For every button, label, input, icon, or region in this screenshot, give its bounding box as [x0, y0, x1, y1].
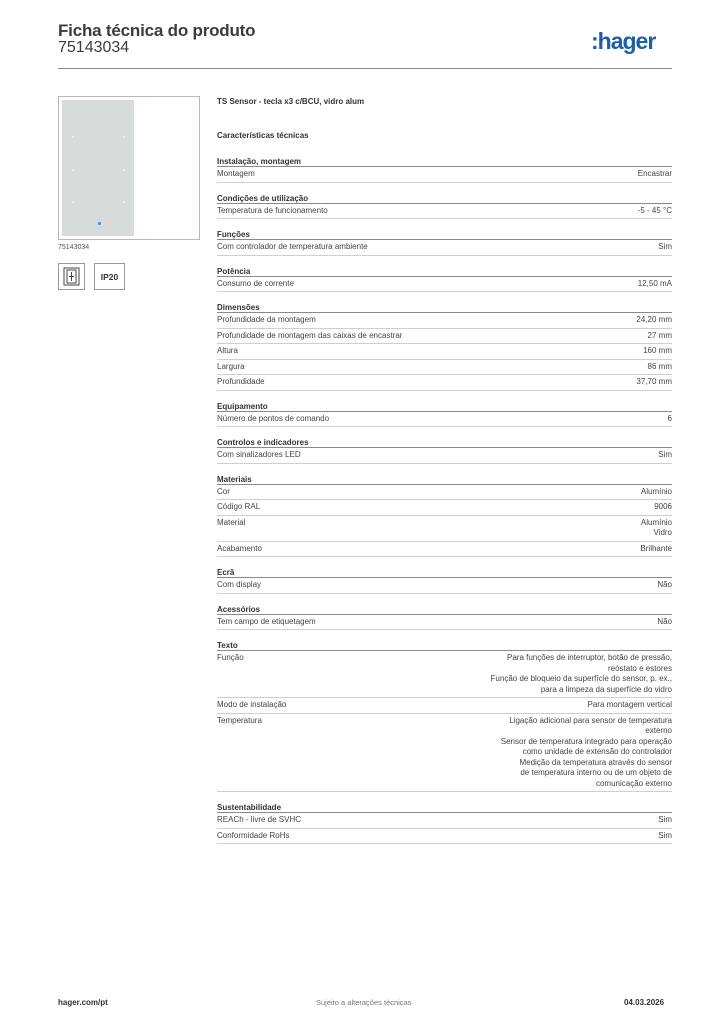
spec-section [217, 302, 672, 391]
section-title: Materiais [217, 474, 672, 485]
spec-section [217, 193, 672, 220]
spec-label: Profundidade de montagem das caixas de encastrar [217, 330, 403, 340]
spec-row [217, 167, 672, 183]
spec-section [217, 640, 672, 792]
spec-value: Para montagem vertical [587, 700, 672, 709]
section-title: Dimensões [217, 302, 672, 313]
button-dot [123, 169, 125, 171]
spec-value: 160 mm [643, 346, 672, 355]
spec-value: -5 - 45 °C [637, 205, 672, 215]
spec-label: Com controlador de temperatura ambiente [217, 242, 368, 251]
spec-section [217, 266, 672, 293]
spec-label: Temperatura de funcionamento [217, 205, 328, 215]
spec-label: Com display [217, 580, 262, 589]
spec-value: 37,70 mm [636, 377, 672, 386]
spec-section [217, 474, 672, 558]
spec-value: Sim [658, 830, 672, 840]
spec-row [217, 375, 672, 391]
spec-value: 9006 [654, 502, 672, 511]
spec-value: Sim [658, 815, 672, 824]
led-indicator [98, 222, 101, 225]
spec-row [217, 329, 672, 345]
spec-row [217, 204, 672, 220]
glass-panel [62, 100, 134, 236]
spec-section [217, 567, 672, 594]
spec-label: Com sinalizadores LED [217, 450, 301, 459]
spec-label: Profundidade [217, 377, 265, 386]
specs-table [217, 156, 672, 854]
ip-rating-badge: IP20 [94, 263, 125, 290]
section-title: Acessórios [217, 604, 672, 615]
section-title: Condições de utilização [217, 193, 672, 204]
spec-row [217, 500, 672, 516]
spec-row [217, 829, 672, 845]
spec-value: Não [657, 580, 672, 589]
spec-row [217, 344, 672, 360]
spec-label: Função [217, 653, 244, 662]
spec-row [217, 448, 672, 464]
spec-section [217, 604, 672, 631]
spec-value: 27 mm [647, 330, 672, 340]
spec-row [217, 651, 672, 698]
spec-section [217, 802, 672, 844]
spec-section [217, 437, 672, 464]
footer-date: 04.03.2026 [624, 998, 665, 1007]
spec-value: Ligação adicional para sensor de temperatura externo Sensor de temperatura integrado para operação como unidade de extensão do controlador Medição da temperatura através do sensor de temperatura interno ou de um objeto de comunicação externo [500, 715, 672, 788]
spec-row [217, 277, 672, 293]
document-title: Ficha técnica do produto [58, 21, 256, 40]
image-caption: 75143034 [58, 244, 90, 251]
button-dot [72, 169, 74, 171]
spec-value: 6 [667, 413, 672, 423]
spec-row [217, 698, 672, 714]
spec-row [217, 516, 672, 542]
section-title: Ecrã [217, 567, 672, 578]
spec-value: Sim [658, 242, 672, 251]
spec-label: Altura [217, 346, 238, 355]
spec-value: Encastrar [637, 169, 672, 178]
product-image [58, 96, 200, 240]
spec-label: Código RAL [217, 502, 261, 511]
spec-label: Consumo de corrente [217, 278, 294, 288]
spec-label: Material [217, 517, 246, 527]
spec-label: Modo de instalação [217, 700, 287, 709]
section-title: Funções [217, 229, 672, 240]
spec-label: Cor [217, 486, 230, 496]
section-title: Instalação, montagem [217, 156, 672, 167]
spec-value: Sim [658, 450, 672, 459]
spec-label: Montagem [217, 169, 255, 178]
spec-label: Tem campo de etiquetagem [217, 616, 316, 626]
spec-section [217, 156, 672, 183]
product-code: 75143034 [58, 39, 130, 56]
spec-row [217, 485, 672, 501]
header-divider [58, 68, 672, 69]
spec-label: Largura [217, 361, 245, 371]
footer-notice: Sujeito a alterações técnicas [316, 998, 412, 1007]
section-title: Texto [217, 640, 672, 651]
section-title: Controlos e indicadores [217, 437, 672, 448]
spec-row [217, 542, 672, 558]
button-dot [123, 136, 125, 138]
spec-section [217, 401, 672, 428]
spec-section [217, 229, 672, 256]
spec-value: 24,20 mm [636, 315, 672, 324]
spec-row [217, 313, 672, 329]
spec-row [217, 412, 672, 428]
spec-label: Número de pontos de comando [217, 413, 330, 423]
spec-row [217, 578, 672, 594]
spec-label: Conformidade RoHs [217, 830, 290, 840]
spec-value: Para funções de interruptor, botão de pressão, reóstato e estores Função de bloqueio da superfície do sensor, p. ex., para a limpeza da superfície do vidro [490, 653, 672, 694]
button-dot [123, 201, 125, 203]
spec-value: Alumínio [640, 486, 672, 496]
spec-label: Temperatura [217, 715, 262, 725]
footer-website[interactable]: hager.com/pt [58, 998, 108, 1007]
spec-label: REACh - livre de SVHC [217, 815, 302, 824]
technical-heading: Características técnicas [217, 131, 309, 140]
spec-row [217, 714, 672, 793]
spec-row [217, 360, 672, 376]
spec-row [217, 615, 672, 631]
button-dot [72, 201, 74, 203]
spec-row [217, 240, 672, 256]
spec-value: 86 mm [647, 361, 672, 371]
spec-label: Acabamento [217, 543, 262, 553]
hager-logo[interactable]: :hager [591, 28, 656, 54]
flush-mount-box-icon [58, 263, 85, 290]
section-title: Potência [217, 266, 672, 277]
section-title: Equipamento [217, 401, 672, 412]
product-name: TS Sensor - tecla x3 c/BCU, vidro alum [217, 97, 365, 106]
spec-label: Profundidade da montagem [217, 315, 316, 324]
button-dot [72, 136, 74, 138]
spec-value: Alumínio Vidro [640, 517, 672, 537]
spec-value: Brilhante [640, 543, 672, 553]
spec-value: Não [657, 616, 672, 626]
spec-row [217, 813, 672, 829]
spec-value: 12,50 mA [637, 278, 672, 288]
section-title: Sustentabilidade [217, 802, 672, 813]
